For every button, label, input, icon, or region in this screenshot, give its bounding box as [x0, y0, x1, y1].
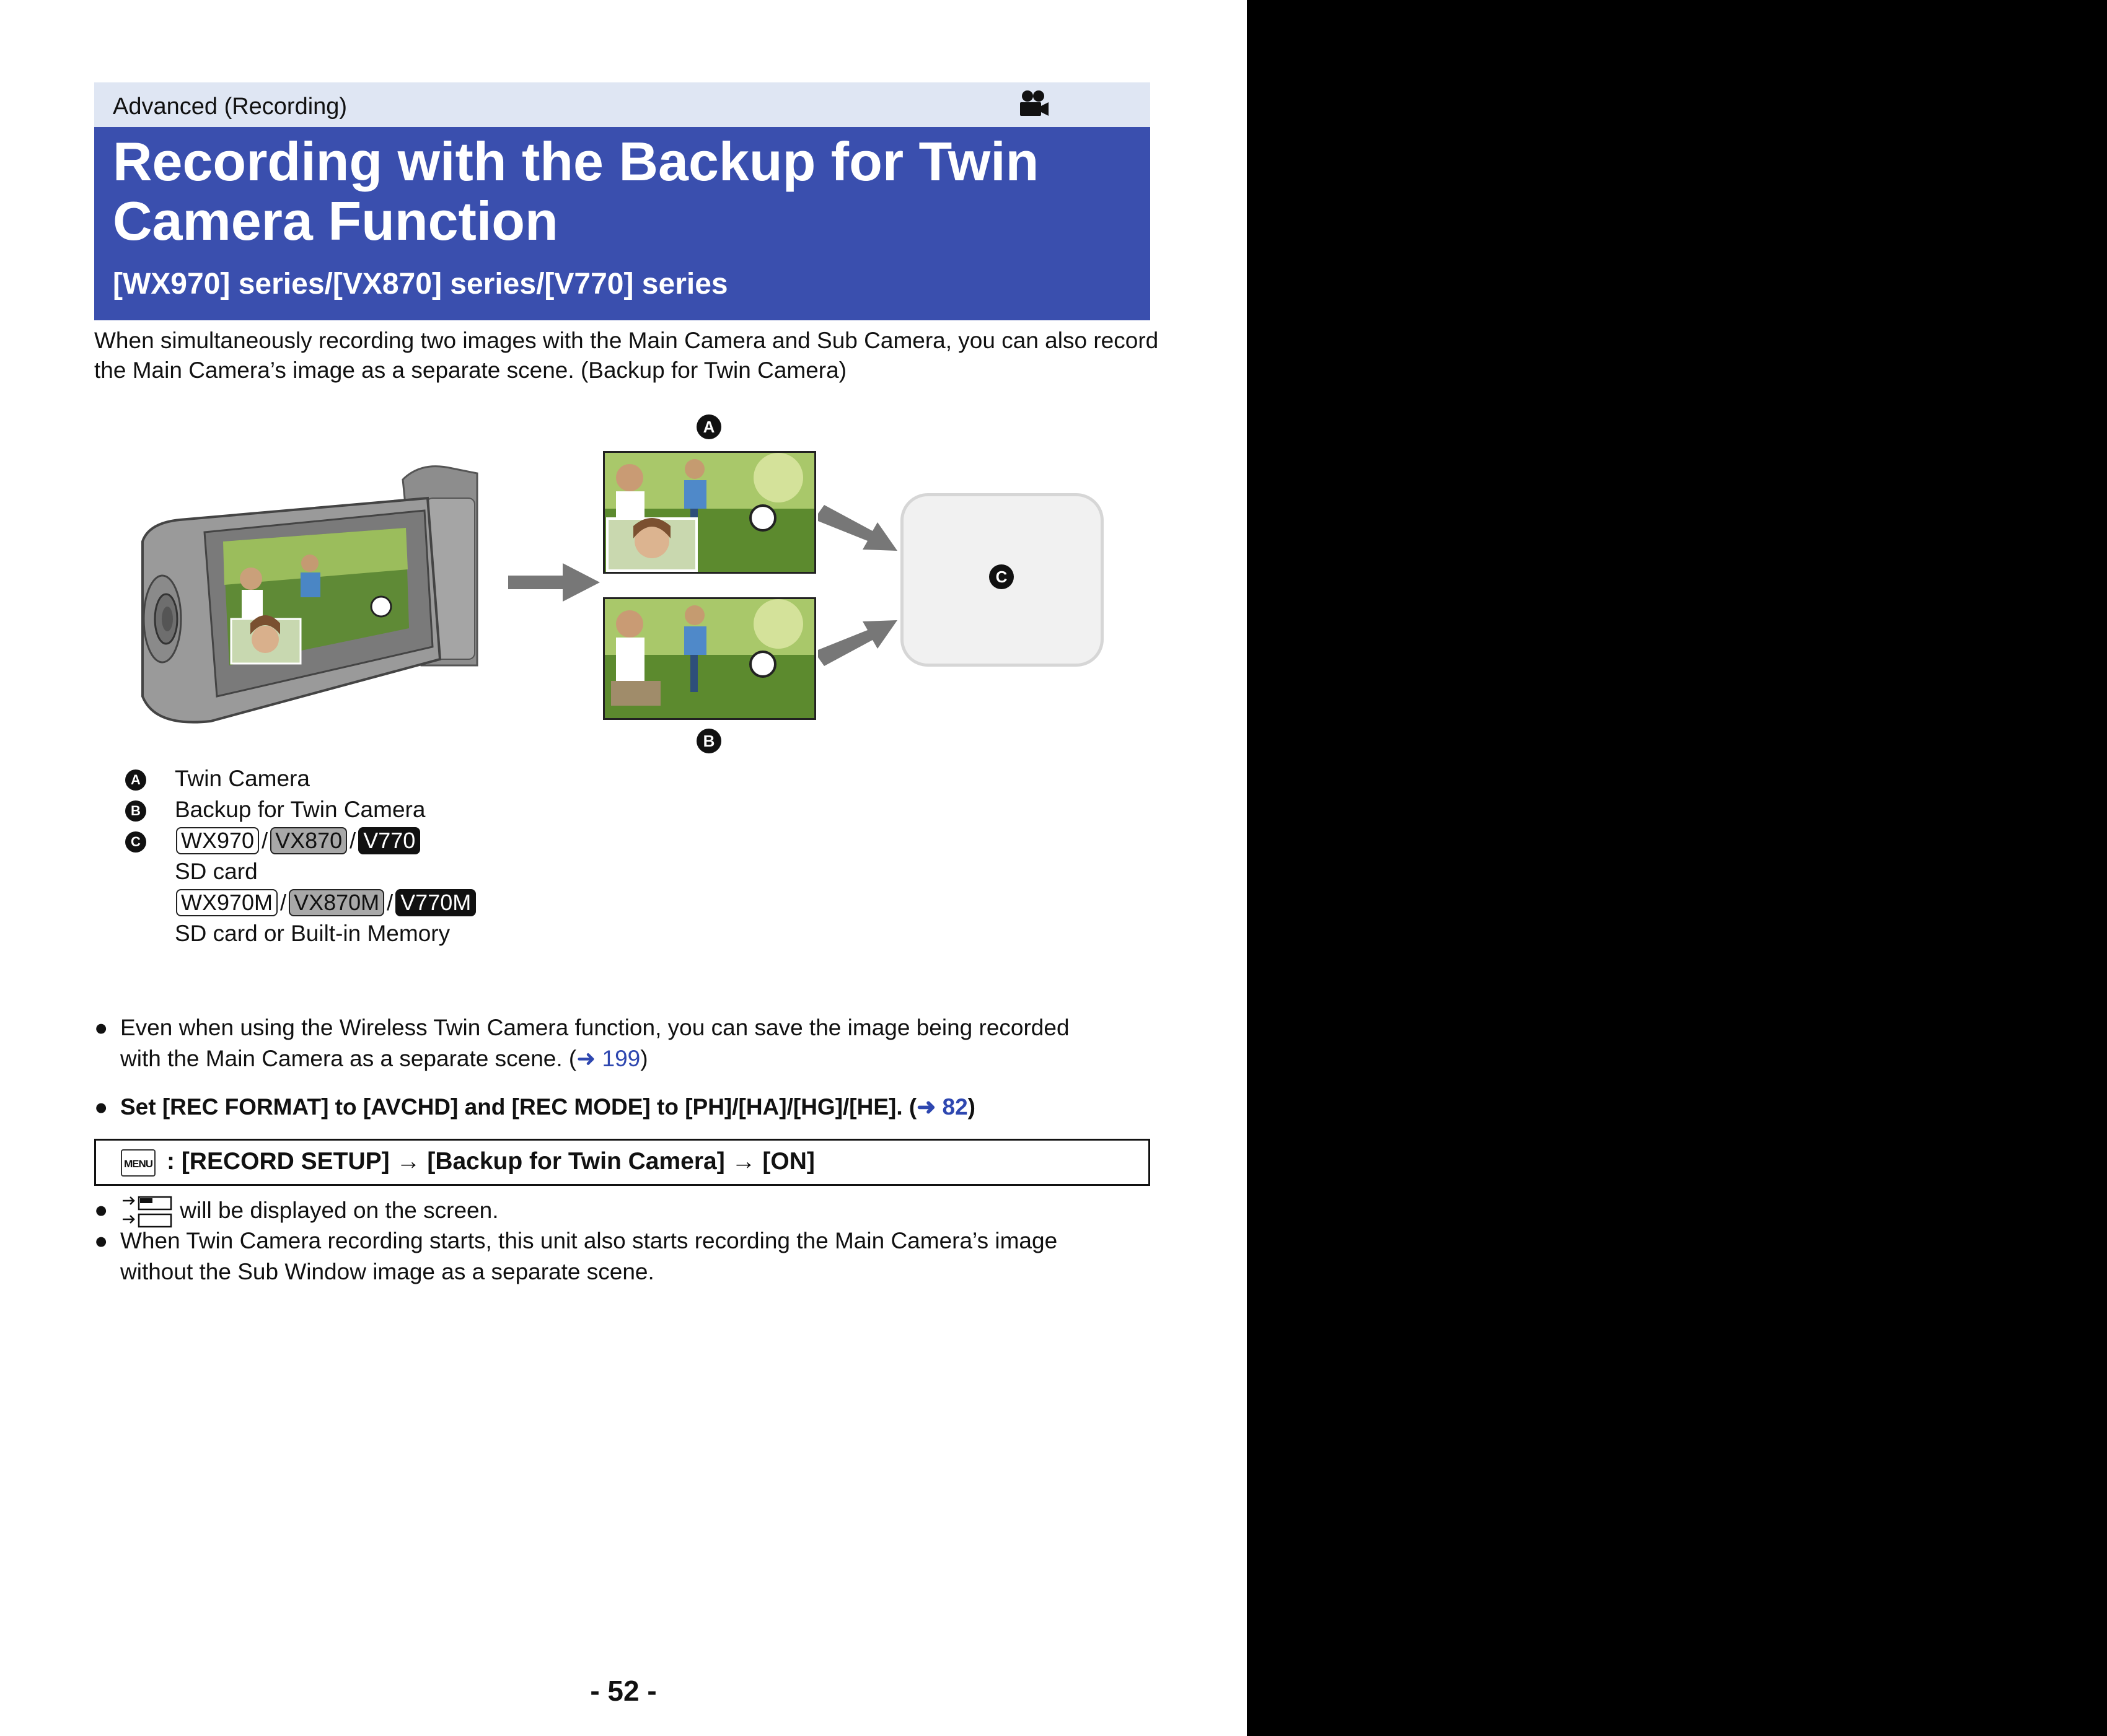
page-link-199[interactable]: ➜ 199 — [576, 1046, 641, 1071]
legend-text-b: Backup for Twin Camera — [175, 797, 426, 822]
model-tag: VX870 — [270, 827, 347, 854]
section-header — [94, 82, 1150, 127]
marker-b: B — [697, 729, 721, 753]
legend-marker-b: B — [125, 800, 146, 822]
movie-camera-icon — [1016, 89, 1051, 120]
intro-paragraph: When simultaneously recording two images with the Main Camera and Sub Camera, you can also record the Main Camera’s image as a separate scene. (Backup for Twin Camera) — [94, 328, 1159, 383]
arrow-diagonal-down-icon — [818, 505, 899, 555]
page-number: - 52 - — [590, 1675, 657, 1707]
menu-path-box — [94, 1139, 1150, 1186]
manual-page: Advanced (Recording) Recording with the Backup for Twin Camera Function [WX970] series/[VX870] series/[V770] series When simultaneously recording two images with the Main Camera and Sub Camera, you can also record the Main Camera’s image as a separate scene. (Backup for Twin Camera) A B C A Twin Camera B Backup for Twin Camera C WX970 / VX870 / V770 SD card WX970M / VX870M / V770M SD card or Built-in Memory ● Even when using the Wireless Twin Camera function, you can save the image being recorded with the Main Camera as a separate scene. (➜ 199) ● Set [REC FORMAT] to [AVCHD] and [REC MODE] to [PH]/[HA]/[HG]/[HE]. (➜ 82) MENU : [RECORD SETUP] → [Backup for Twin Camera] → [ON] ● will be displayed on the screen. ● When Twin Camera recording starts, this unit also starts recording the Main Camera’s image without the Sub Window image as a separate scene. - 52 - — [0, 0, 1247, 1736]
marker-c: C — [989, 564, 1014, 589]
series-subtitle: [WX970] series/[VX870] series/[V770] series — [113, 268, 728, 300]
model-tags-1: WX970 / VX870 / V770 — [175, 825, 421, 856]
model-tag: VX870M — [289, 889, 384, 916]
camcorder-illustration — [130, 461, 483, 724]
legend-marker-a: A — [125, 769, 146, 791]
storage-destination-box — [900, 493, 1104, 667]
menu-path: : [RECORD SETUP] → [Backup for Twin Camera] → [ON] — [167, 1148, 815, 1175]
page-link-82[interactable]: ➜ 82 — [917, 1094, 968, 1120]
black-margin — [1247, 0, 2107, 1736]
marker-a: A — [697, 414, 721, 439]
backup-thumbnail — [603, 597, 816, 720]
legend-marker-c: C — [125, 831, 146, 853]
arrow-right-icon — [508, 561, 601, 604]
backup-twin-camera-icon — [120, 1195, 174, 1229]
arrow-diagonal-up-icon — [818, 616, 899, 666]
twin-camera-thumbnail — [603, 451, 816, 574]
model-tag: WX970M — [176, 889, 278, 916]
legend-text-c2: SD card or Built-in Memory — [175, 921, 451, 946]
page-title: Recording with the Backup for Twin Camera Function — [113, 131, 1039, 252]
note-line: without the Sub Window image as a separate scene. — [120, 1259, 654, 1284]
note-line: will be displayed on the screen. — [180, 1197, 499, 1223]
menu-icon: MENU — [121, 1149, 156, 1177]
model-tag: WX970 — [176, 827, 259, 854]
note-line: When Twin Camera recording starts, this unit also starts recording the Main Camera’s image — [120, 1228, 1058, 1253]
model-tags-2: WX970M / VX870M / V770M — [175, 887, 477, 918]
model-tag: V770 — [358, 827, 420, 854]
note-line: Even when using the Wireless Twin Camera function, you can save the image being recorded — [120, 1015, 1070, 1040]
legend-text-a: Twin Camera — [175, 766, 310, 791]
note-line: with the Main Camera as a separate scene. ( — [120, 1046, 577, 1071]
title-block — [94, 127, 1150, 320]
breadcrumb: Advanced (Recording) — [113, 94, 348, 120]
model-tag: V770M — [395, 889, 476, 916]
legend-text-c1: SD card — [175, 859, 258, 884]
